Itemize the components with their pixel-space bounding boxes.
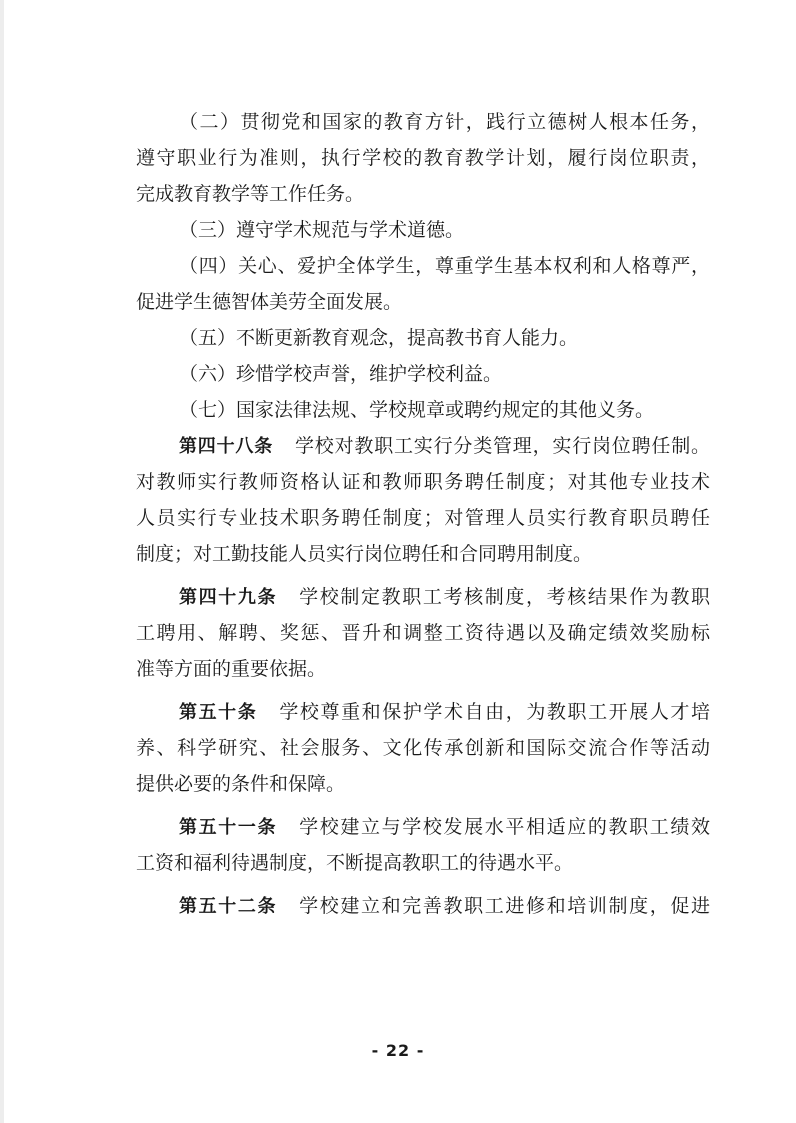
page-edge — [0, 0, 4, 1123]
article-50-label: 第五十条 — [179, 702, 258, 723]
item-2-line-2: 遵守职业行为准则，执行学校的教育教学计划，履行岗位职责， — [136, 147, 710, 169]
article-49-line-3: 准等方面的重要依据。 — [136, 658, 327, 680]
article-52-text-1: 学校建立和完善教职工进修和培训制度，促进 — [299, 895, 710, 917]
article-51-line-1 — [136, 809, 710, 845]
article-50-line-2: 养、科学研究、社会服务、文化传承创新和国际交流合作等活动 — [136, 737, 710, 759]
item-6: （六）珍惜学校声誉，维护学校利益。 — [179, 363, 503, 385]
article-51-line-2: 工资和福利待遇制度，不断提高教职工的待遇水平。 — [136, 852, 574, 874]
article-48-line-2: 对教师实行教师资格认证和教师职务聘任制度；对其他专业技术 — [136, 471, 710, 493]
article-50-line-3: 提供必要的条件和保障。 — [136, 773, 346, 795]
article-52-line-1 — [136, 888, 710, 924]
article-51-label: 第五十一条 — [179, 817, 278, 838]
article-48-label: 第四十八条 — [179, 436, 273, 457]
article-48-line-3: 人员实行专业技术职务聘任制度；对管理人员实行教育职员聘任 — [136, 507, 710, 529]
article-50-line-1 — [136, 694, 710, 730]
item-4-line-2: 促进学生德智体美劳全面发展。 — [136, 291, 403, 313]
article-51-text-1: 学校建立与学校发展水平相适应的教职工绩效 — [299, 816, 710, 838]
page-number: - 22 - — [371, 1041, 425, 1060]
item-5: （五）不断更新教育观念，提高教书育人能力。 — [179, 327, 579, 349]
article-49-line-1 — [136, 579, 710, 615]
item-2-line-1: （二）贯彻党和国家的教育方针，践行立德树人根本任务， — [179, 111, 710, 133]
item-2-line-3: 完成教育教学等工作任务。 — [136, 183, 365, 205]
article-52-label: 第五十二条 — [179, 896, 278, 917]
item-4-line-1: （四）关心、爱护全体学生，尊重学生基本权利和人格尊严， — [179, 255, 710, 277]
article-48-text-1: 学校对教职工实行分类管理，实行岗位聘任制。 — [295, 435, 710, 457]
article-48-line-4: 制度；对工勤技能人员实行岗位聘任和合同聘用制度。 — [136, 543, 593, 565]
article-50-text-1: 学校尊重和保护学术自由，为教职工开展人才培 — [279, 701, 710, 723]
article-48-line-1 — [136, 428, 710, 464]
article-49-line-2: 工聘用、解聘、奖惩、晋升和调整工资待遇以及确定绩效奖励标 — [136, 622, 710, 644]
article-49-text-1: 学校制定教职工考核制度，考核结果作为教职 — [299, 586, 710, 608]
item-7: （七）国家法律法规、学校规章或聘约规定的其他义务。 — [179, 399, 655, 421]
article-49-label: 第四十九条 — [179, 587, 278, 608]
item-3: （三）遵守学术规范与学术道德。 — [179, 219, 465, 241]
document-body — [136, 104, 710, 924]
